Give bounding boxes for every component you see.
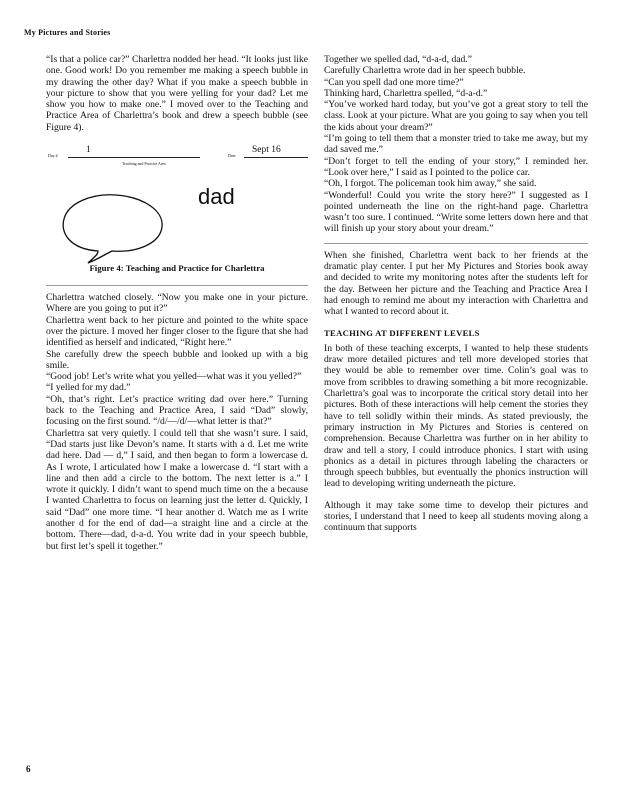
paragraph: “Don’t forget to tell the ending of your story,” I reminded her. “Look over here,” I said as I pointed to the police car. [324, 155, 588, 178]
figure-date-label: Date [228, 153, 236, 159]
figure-caption: Figure 4: Teaching and Practice for Charlettra [89, 263, 265, 274]
figure-word: dad [198, 184, 235, 210]
figure-4 [46, 139, 308, 277]
paragraph: “Oh, that’s right. Let’s practice writing dad over here.” Turning back to the Teaching and Practice Area, I said “Dad” slowly, focusing on the first sound. “/d/—/d/—what letter is that?” [46, 393, 308, 428]
paragraph: She carefully drew the speech bubble and looked up with a big smile. [46, 348, 308, 371]
paragraph: In both of these teaching excerpts, I wanted to help these students draw more detailed pictures and tell more developed stories that they would be able to remember over time. Colin’s goal was to move from scribbles to drawing something a bit more recognizable. Charlettra’s goal was to incorporate the critical story detail into her pictures. Both of these interactions will help cement the stories they have to tell solidly within their minds. As stated previously, the primary instruction in My Pictures and Stories is centered on comprehension. Because Charlettra was further on in her ability to draw and tell a story, I could introduce phonics. I start with using phonics as a detail in pictures through labeling the characters or through speech bubbles, but eventually the phonics instruction will lead to developing writing underneath the picture. [324, 342, 588, 490]
divider [324, 243, 588, 244]
page-number: 6 [26, 764, 31, 774]
paragraph: “Can you spell dad one more time?” [324, 76, 464, 88]
paragraph: When she finished, Charlettra went back to her friends at the dramatic play center. I put her My Pictures and Stories book away and decided to write my monitoring notes after the students left for the day. Between her picture and the Teaching and Practice Area I had enough to remind me about my interaction with Charlettra and what I wanted to record about it. [324, 249, 588, 318]
paragraph: “You’ve worked hard today, but you’ve got a great story to tell the class. Look at your picture. What are you going to say when you tell the kids about your dream?” [324, 99, 588, 133]
paragraph: Charlettra sat very quietly. I could tell that she wasn’t sure. I said, “Dad starts just like Devon’s name. It starts with a d. Let me write dad here. Dad — d,” I said, and then began to form a lowercase d. As I wrote, I articulated how I make a lowercase d. “I start with a line and then add a circle to the bottom. The next letter is a.” I wrote it quickly. I didn’t want to spend much time on the a because I wanted Charlettra to focus on learning just the letter d. Quickly, I said “Dad” one more time. “I hear another d. Watch me as I write another d for the end of dad—a straight line and a circle at the bottom. There—dad, d-a-d. You write dad in your speech bubble, but first let’s spell it together.” [46, 427, 308, 552]
paragraph: “Is that a police car?” Charlettra nodded her head. “It looks just like one. Good work! Do you remember me making a speech bubble in my drawing the other day? What if you make a speech bubble in your picture to show that you were yelling for your dad? Let me show you how to make one.” I moved over to the Teaching and Practice Area of Charlettra’s book and drew a speech bubble (see Figure 4). [46, 54, 308, 133]
figure-day-value: 1 [86, 145, 91, 156]
paragraph: Charlettra went back to her picture and pointed to the white space over the picture. I moved her finger closer to the figure that she had identified as herself and indicated, “Right here.” [46, 314, 308, 349]
right-column [324, 54, 588, 534]
left-column [46, 54, 308, 552]
paragraph: Carefully Charlettra wrote dad in her speech bubble. [324, 65, 526, 77]
figure-area-label: Teaching and Practice Area [122, 161, 166, 167]
figure-date-line [244, 157, 308, 158]
running-head: My Pictures and Stories [24, 28, 111, 37]
paragraph: “I yelled for my dad.” [46, 382, 131, 394]
paragraph: “Oh, I forgot. The policeman took him away,” she said. [324, 178, 537, 190]
paragraph: “I’m going to tell them that a monster tried to take me away, but my dad saved me.” [324, 133, 588, 156]
figure-date-value: Sept 16 [252, 145, 281, 156]
figure-day-line [68, 157, 200, 158]
figure-day-label: Day # [48, 153, 58, 159]
paragraph: Although it may take some time to develop their pictures and stories, I understand that I need to keep all students moving along a continuum that supports [324, 499, 588, 534]
paragraph: Charlettra watched closely. “Now you make one in your picture. Where are you going to put it?” [46, 292, 308, 315]
paragraph: Together we spelled dad, “d-a-d, dad.” [324, 54, 472, 65]
divider [46, 285, 308, 286]
paragraph: “Good job! Let’s write what you yelled—what was it you yelled?” [46, 371, 302, 383]
section-heading: TEACHING AT DIFFERENT LEVELS [324, 327, 480, 338]
paragraph: Thinking hard, Charlettra spelled, “d-a-d.” [324, 87, 488, 99]
paragraph: “Wonderful! Could you write the story here?” I suggested as I pointed underneath the line on the right-hand page. Charlettra wasn’t too sure. I continued. “Write some letters down here and that will finish up your story about your dream.” [324, 189, 588, 235]
speech-bubble-drawing [58, 189, 168, 265]
